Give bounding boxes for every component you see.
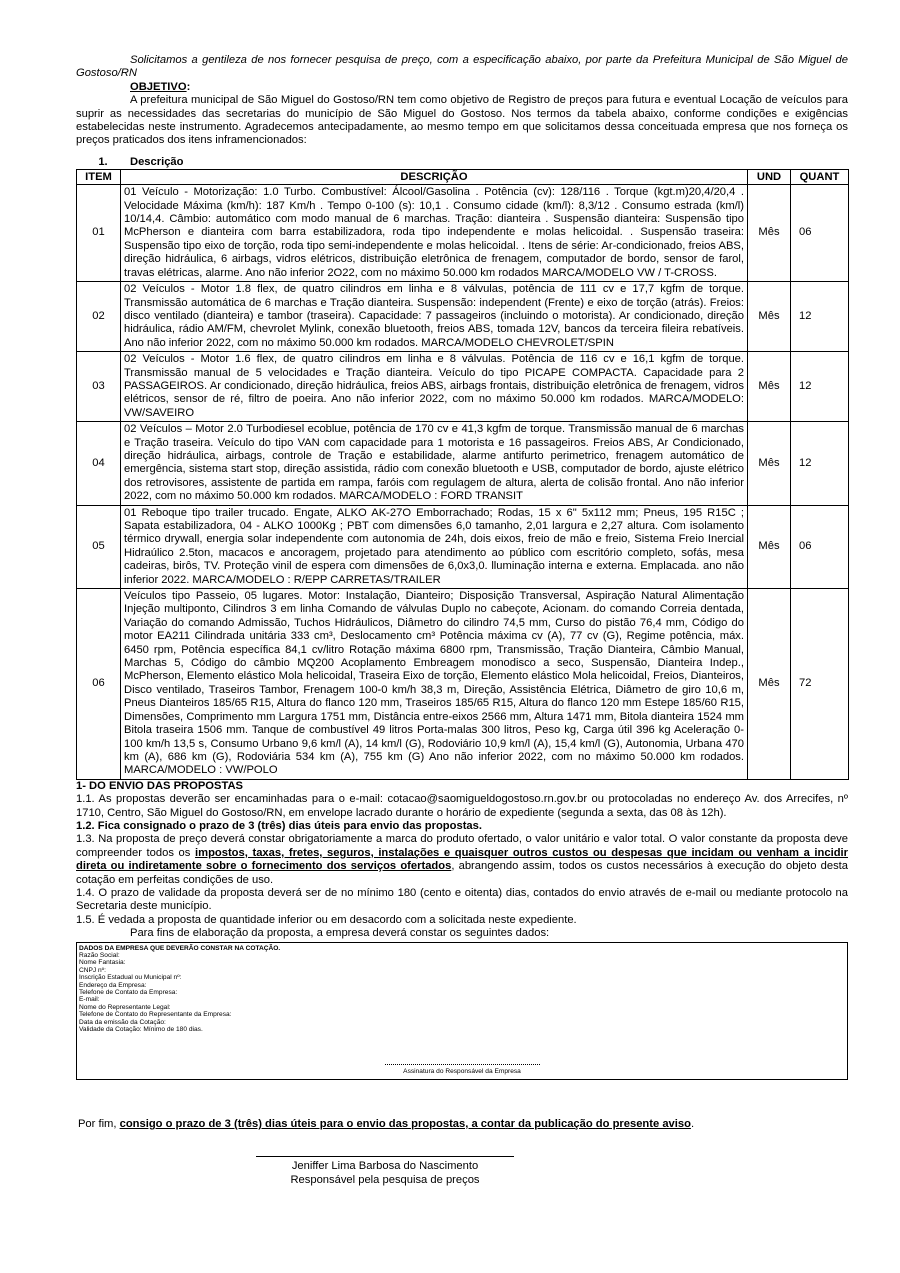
table-row [77,589,849,780]
row-und: Mês [748,352,791,422]
header-und: UND [748,170,791,185]
signature-caption: Assinatura do Responsável da Empresa [403,1068,521,1076]
row-und: Mês [748,422,791,505]
envio-p15: 1.5. É vedada a proposta de quantidade inferior ou em desacordo com a solicitada neste expediente. [76,913,577,926]
row-und: Mês [748,589,791,780]
row-item: 05 [77,505,121,588]
signer-block [256,1156,514,1187]
intro-paragraph: Solicitamos a gentileza de nos fornecer pesquisa de preço, com a especificação abaixo, por parte da Prefeitura Municipal de São Miguel de Gostoso/RN [76,54,848,80]
final-statement [0,1118,772,1130]
company-field: Telefone de Contato da Empresa: [79,989,178,997]
row-quant: 12 [791,352,849,422]
items-table [76,169,849,779]
company-field: Validade da Cotação: Mínimo de 180 dias. [79,1026,203,1034]
table-row [77,185,849,282]
final-a: Por fim, [77,1118,120,1130]
envio-p13-emphasis: impostos, taxas, fretes, seguros, instalações e quaisquer outros custos ou despesas que incidam ou venham a incidir direta ou indiretamente sobre o fornecimento dos serviços ofertados [76,846,848,873]
row-description: 02 Veículos – Motor 2.0 Turbodiesel ecoblue, potência de 170 cv e 41,3 kgfm de torque. Transmissão manual de 6 marchas e Tração traseira. Veículo do tipo VAN com capacidade para 1 motorista e 16 passageiros. Freios ABS, Ar Condicionado, direção hidráulica, airbags, controle de Tração e estabilidade, alarme antifurto perimetrico, frenagem automático de emergência, sistema start stop, direção assistida, rádio com conexão bluetooth e USB, computador de bordo, ajuste elétrico dos retrovisores, assistente de partida em rampa, faróis com regulagem de altura, alerta de colisão frontal. Ano não inferior 2022, com no máximo 50.000 km rodados. MARCA/MODELO : FORD TRANSIT [121,422,748,505]
company-field: Inscrição Estadual ou Municipal nº: [79,974,182,982]
objetivo-paragraph: A prefeitura municipal de São Miguel do Gostoso/RN tem como objetivo de Registro de preços para futura e eventual Locação de veículos para suprir as necessidades das secretarias do município de São Miguel do Gostoso. Nos termos da tabela abaixo, conforme condições e exigências estabelecidas neste instrumento. Agradecemos antecipadamente, ao mesmo tempo em que solicitamos dessa conceituada empresa que nos forneça os preços praticados dos itens inframencionados: [76,94,848,147]
document-page [76,54,848,1080]
section-1-heading [76,156,848,169]
company-field: Endereço da Empresa: [79,981,147,989]
row-item: 03 [77,352,121,422]
row-quant: 72 [791,589,849,780]
objetivo-colon: : [186,80,191,93]
envio-p13-c: , abrangendo assim, todos os custos necessários à execução do objeto desta cotação em perfeitas condições de uso. [76,860,848,886]
table-header-row [77,170,849,185]
signer-role: Responsável pela pesquisa de preços [290,1174,480,1186]
company-field: Nome Fantasia: [79,959,126,967]
table-row [77,422,849,505]
company-field: Nome do Representante Legal: [79,1003,171,1011]
header-item: ITEM [77,170,121,185]
envio-p11: 1.1. As propostas deverão ser encaminhadas para o e-mail: cotacao@saomigueldogostoso.rn.gov.br ou protocoladas no endereço Av. dos Arrecifes, nº 1710, Centro, São Miguel do Gostoso/RN, em envelope lacrado durante o horário de expediente (segunda a sexta, das 08 às 12h). [76,793,848,819]
section-1-title: Descrição [130,155,184,168]
row-und: Mês [748,185,791,282]
company-data-box [76,942,848,1080]
row-quant: 12 [791,422,849,505]
envio-p13 [76,833,848,887]
signature-line [385,1064,540,1065]
envio-p12: 1.2. Fica consignado o prazo de 3 (três) dias úteis para envio das propostas. [76,819,482,832]
row-und: Mês [748,505,791,588]
company-field: Telefone de Contato do Representante da Empresa: [79,1011,232,1019]
envio-p14: 1.4. O prazo de validade da proposta deverá ser de no mínimo 180 (cento e oitenta) dias, contados do envio através de e-mail ou mediante protocolo na Secretaria deste município. [76,886,848,913]
company-field: E-mail: [79,996,100,1004]
row-quant: 06 [791,185,849,282]
row-description: 02 Veículos - Motor 1.8 flex, de quatro cilindros em linha e 8 válvulas, potência de 111 cv e 17,7 kgfm de torque. Transmissão automática de 6 marchas e Tração dianteira. Suspensão: independent (Frente) e eixo de torção (atrás). Freios: disco ventilado (dianteira) e tambor (traseira). Capacidade: 7 passageiros (incluindo o motorista). Ar condicionado, direção hidráulica, rádio AM/FM, chevrolet Mylink, conexão bluetooth, freios ABS, tomada 12V, bancos da terceira fileira rebatíveis. Ano não inferior 2022, com no máximo 50.000 km rodados. MARCA/MODELO CHEVROLET/SPIN [121,282,748,352]
objetivo-label: OBJETIVO [130,80,187,93]
row-item: 06 [77,589,121,780]
envio-p13-a: 1.3. Na proposta de preço deverá constar obrigatoriamente a marca do produto ofertado, o valor unitário e valor total. O valor constante da proposta deve compreender todos os [76,833,848,859]
company-field: Data da emissão da Cotação: [79,1018,166,1026]
table-row [77,352,849,422]
row-quant: 06 [791,505,849,588]
final-emphasis: consigo o prazo de 3 (três) dias úteis para o envio das propostas, a contar da publicação do presente aviso [119,1118,691,1130]
row-item: 02 [77,282,121,352]
signer-name: Jeniffer Lima Barbosa do Nascimento [291,1160,479,1172]
company-data-title: DADOS DA EMPRESA QUE DEVERÃO CONSTAR NA COTAÇÃO. [79,944,281,952]
table-row [77,505,849,588]
envio-heading: 1- DO ENVIO DAS PROPOSTAS [76,779,244,792]
row-und: Mês [748,282,791,352]
row-quant: 12 [791,282,849,352]
company-field: CNPJ nº: [79,966,106,974]
table-row [77,282,849,352]
final-c: . [690,1118,695,1130]
row-description: 02 Veículos - Motor 1.6 flex, de quatro cilindros em linha e 8 válvulas. Potência de 116 cv e 16,1 kgfm de torque. Transmissão manual de 5 velocidades e Tração dianteira. Veículo do tipo PICAPE COMPACTA. Capacidade para 2 PASSAGEIROS. Ar condicionado, direção hidráulica, freios ABS, airbags frontais, distribuição eletrônica de frenagem, vidros elétricos, sensor de ré, filtro de poeira. Ano não inferior 2022, com no máximo 50.000 km rodados. MARCA/MODELO: VW/SAVEIRO [121,352,748,422]
row-description: 01 Veículo - Motorização: 1.0 Turbo. Combustível: Álcool/Gasolina . Potência (cv): 128/116 . Torque (kgt.m)20,4/20,4 . Velocidade Máxima (km/h): 187 Km/h . Tempo 0-100 (s): 10,1 . Consumo cidade (km/l): 8,3/12 . Consumo estrada (km/l) 10/14,4. Câmbio: automático com modo manual de 6 marchas. Tração: dianteira . Suspensão dianteira: Suspensão tipo McPherson e dianteira com barra estabilizadora, roda tipo independente e molas helicoidal. . Suspensão traseira: Suspensão tipo eixo de torção, roda tipo semi-independente e molas helicoidal. . Itens de série: Ar-condicionado, freios ABS, direção hidráulica, 6 airbags, vidros elétricos, distribuição eletrônica de frenagem, computador de bordo, sensor de farol, travas elétricas, alarme. Ano não inferior 2O22, com no máximo 50.000 km rodados MARCA/MODELO VW / T-CROSS. [121,185,748,282]
envio-p16: Para fins de elaboração da proposta, a empresa deverá constar os seguintes dados: [130,927,550,940]
section-1-number: 1. [98,155,108,168]
header-description: DESCRIÇÃO [121,170,748,185]
row-item: 01 [77,185,121,282]
company-field: Razão Social: [79,952,120,959]
header-quant: QUANT [791,170,849,185]
row-description: Veículos tipo Passeio, 05 lugares. Motor: Instalação, Dianteiro; Disposição Transversal, Aspiração Natural Alimentação Injeção multiponto, Cilindros 3 em linha Comando de válvulas Duplo no cabeçote, Acionam. do comando Correia dentada, Variação do comando Admissão, Tuchos Hidráulicos, Diâmetro do cilindro 74,5 mm, Curso do pistão 76,4 mm, Código do motor EA211 Cilindrada unitária 333 cm³, Deslocamento cm³ Potência máxima cv (A), 77 cv (G), Regime potência, máx. 6450 rpm, Potência específica 84,1 cv/litro Rotação máxima 6800 rpm, Transmissão, Tração Dianteira, Câmbio Manual, Marchas 5, Código do câmbio MQ200 Acoplamento Embreagem monodisco a seco, Suspensão, Dianteira Indep., McPherson, Elemento elástico Mola helicoidal, Traseira Eixo de torção, Elemento elástico Mola helicoidal, Freios, Dianteiros, Disco ventilado, Traseiros Tambor, Frenagem 100-0 km/h 38,3 m, Direção, Assistência Elétrica, Diâmetro de giro 10,6 m, Pneus Dianteiros 185/65 R15, Altura do flanco 120 mm, Traseiros 185/65 R15, Altura do flanco 120 mm Estepe 185/60 R15, Dimensões, Comprimento mm Largura 1751 mm, Distância entre-eixos 2566 mm, Altura 1471 mm, Bitola dianteira 1524 mm Bitola traseira 1506 mm. Tanque de combustível 49 litros Porta-malas 300 litros, Peso kg, Carga útil 396 kg Aceleração 0-100 km/h 13,5 s, Consumo Urbano 9,6 km/l (A), 14 km/l (G), Rodoviário 10,9 km/l (A), 15,4 km/l (G), Autonomia, Urbana 470 km (A), 686 km (G), Rodoviária 534 km (A), 755 km (G) Ano não inferior 2022, com no máximo 50.000 km rodados. MARCA/MODELO : VW/POLO [121,589,748,780]
row-item: 04 [77,422,121,505]
objetivo-heading [76,81,848,94]
row-description: 01 Reboque tipo trailer trucado. Engate, ALKO AK-27O Emborrachado; Rodas, 15 x 6" 5x112 mm; Pneus, 195 R15C ; Sapata estabilizadora, 04 - ALKO 1000Kg ; PBT com dimensões 6,0 tamanho, 2,01 largura e 2,27 altura. Com isolamento térmico drywall, energia solar independente com autonomia de 24h, dois eixos, freio de mão e freio, Sistema Freio Inercial Hidraúlico 2.5ton, macacos e ancoragem, projetado para atendimento ao público com escritório completo, sofás, mesa cadeiras, birôs, TV. Proteção vinil de espera com dimensões de 6,0x3,0. lluminação interna e externa. Emplacada. ano não inferior 2022. MARCA/MODELO : R/EPP CARRETAS/TRAILER [121,505,748,588]
